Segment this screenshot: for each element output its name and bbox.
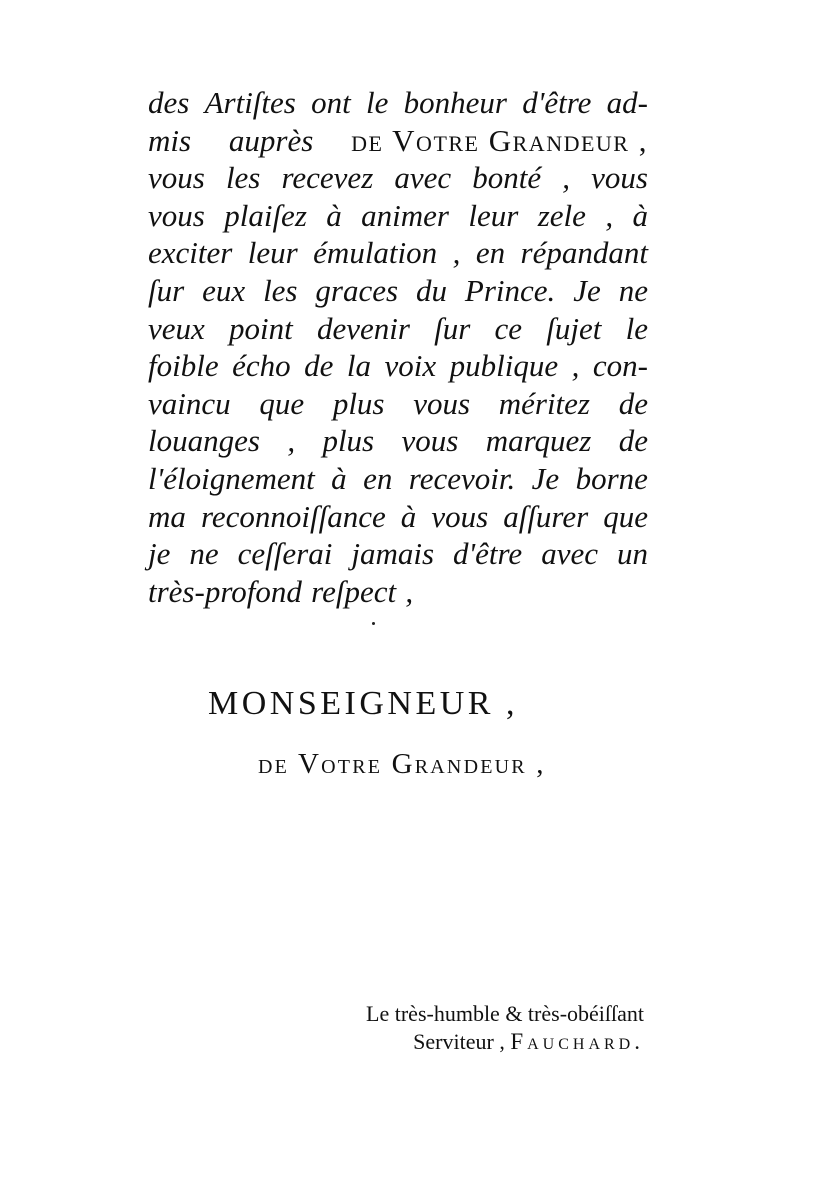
word: vous [591,160,648,196]
signature-name: Fauchard. [510,1029,644,1054]
word: reconnoiſſance [200,498,386,534]
signature-line-2 [366,1028,644,1056]
word: publique [449,348,559,384]
word: , [405,573,414,609]
word: eux [202,272,246,308]
salutation: MONSEIGNEUR , [208,685,518,722]
word: auprès [228,122,314,158]
word: recevoir. [408,460,516,496]
word: plus [332,385,385,421]
word: Prince. [464,272,556,308]
word: de [304,348,334,384]
word: de [618,385,648,421]
word: point [229,310,293,346]
word: borne [575,460,648,496]
word: ceſſerai [237,536,333,572]
word: le [625,310,648,346]
word: Je [573,272,601,308]
signature-line-1: Le très-humble & très-obéiſſant [366,1001,644,1026]
word: Je [531,460,560,496]
word: vous [431,498,489,534]
word: je [148,536,171,572]
signature-block [366,1000,644,1056]
word: mis [148,122,192,158]
text-line [148,422,648,460]
text-line [148,272,648,310]
text-line [148,234,648,272]
word: vous [413,385,471,421]
sub-salutation: de Votre Grandeur , [258,748,546,780]
word: , [562,160,570,196]
word: plus [322,423,375,459]
word: zele [537,197,586,233]
word: louanges [148,423,260,459]
text-line [148,498,648,536]
word: les [263,272,298,308]
word: leur [247,235,298,271]
ornament-dot [372,622,375,625]
word: vous [148,197,205,233]
word: un [616,536,648,572]
text-line [148,460,648,498]
word: aſſurer [503,498,589,534]
word: vaincu [148,385,231,421]
text-line [148,197,648,235]
word: ne [189,536,219,572]
word: du [416,272,447,308]
word: reſpect [311,573,397,609]
word: à [331,460,347,496]
word: plaiſez [224,197,307,233]
word: des [148,85,190,120]
word: à [326,197,342,233]
text-line [148,385,648,423]
word: veux [148,310,205,346]
word: ſur [434,310,471,346]
dedication-body [148,84,648,610]
word: devenir [316,310,410,346]
word: exciter [148,235,233,271]
text-line [148,573,648,611]
word: bonheur [403,85,507,120]
word: en [363,460,393,496]
signature-prefix: Serviteur , [413,1029,511,1054]
word: à [632,197,648,233]
word: bonté [472,160,542,196]
word: très-profond [148,573,302,609]
small-caps-phrase: de Votre Grandeur , [351,122,648,158]
word: écho [232,348,291,384]
word: le [365,85,389,120]
word: graces [315,272,399,308]
word: avec [541,536,598,572]
word: en [475,235,506,271]
word: recevez [281,160,374,196]
word: marquez [485,423,592,459]
word: ont [311,85,351,120]
word: , [605,197,614,233]
word: ne [618,272,648,308]
word: ſujet [546,310,602,346]
word: vous [401,423,459,459]
word: voix [384,348,437,384]
word: , [571,348,580,384]
word: ſur [148,272,185,308]
word: les [225,160,261,196]
text-line [148,122,648,160]
text-line [148,310,648,348]
word: d'être [522,85,592,120]
word: que [259,385,305,421]
word: foible [148,348,219,384]
word: d'être [453,536,523,572]
word: jamais [351,536,435,572]
word: que [603,498,648,534]
word: , [287,423,296,459]
word: Artiſtes [204,85,296,120]
word: ma [148,498,186,534]
text-line [148,535,648,573]
word: méritez [498,385,590,421]
word: avec [394,160,452,196]
word: la [346,348,371,384]
word: ce [494,310,523,346]
word: émulation [313,235,438,271]
word: répandant [520,235,648,271]
word: vous [148,160,205,196]
text-line [148,84,648,122]
word: l'éloignement [148,460,315,496]
word: con- [592,348,648,384]
text-line [148,159,648,197]
word: à [400,498,417,534]
word: , [452,235,461,271]
text-line [148,347,648,385]
word: de [618,423,648,459]
word: leur [468,197,519,233]
word: animer [361,197,449,233]
word: ad- [606,85,648,120]
